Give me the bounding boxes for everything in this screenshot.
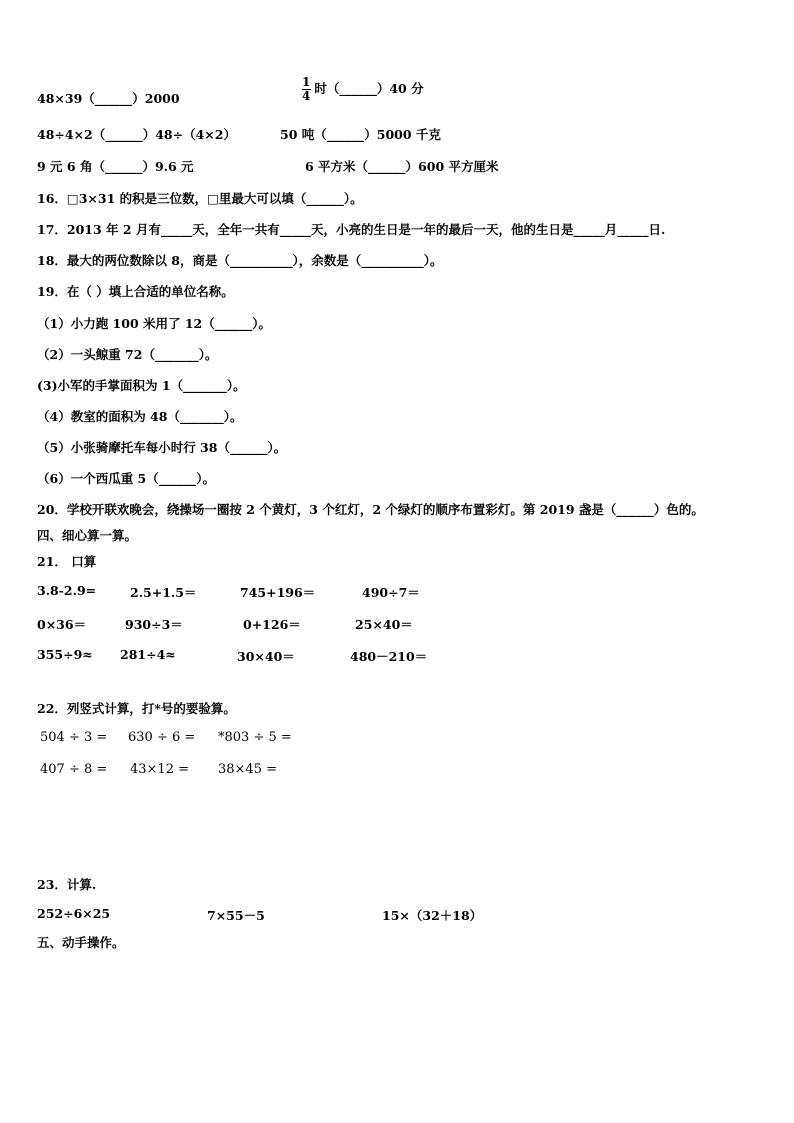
- question-17: 17．2013 年 2 月有_____天，全年一共有_____天，小亮的生日是一年的最后一天，他的生日是_____月_____日.: [37, 222, 666, 237]
- compare-r3-left: 9 元 6 角（______）9.6 元: [37, 159, 194, 174]
- vertical-calc: 504 ÷ 3 =: [40, 730, 108, 745]
- vertical-calc: *803 ÷ 5 =: [218, 730, 292, 745]
- compare-r1-left: 48×39（______）2000: [37, 91, 180, 106]
- fraction: [300, 76, 312, 103]
- oral-calc: 0×36＝: [37, 617, 87, 632]
- oral-calc: 281÷4≈: [120, 647, 176, 662]
- section-5-heading: 五、动手操作。: [37, 935, 125, 950]
- question-22-title: 22．列竖式计算，打*号的要验算。: [37, 701, 236, 716]
- section-4-heading: 四、细心算一算。: [37, 528, 138, 543]
- oral-calc: 2.5+1.5＝: [130, 585, 197, 600]
- compare-r2-left: 48÷4×2（______）48÷（4×2）: [37, 127, 236, 142]
- calc-item: 15×（32＋18）: [382, 908, 483, 923]
- compare-r1-right-text: 时（______）40 分: [314, 81, 424, 96]
- question-19-title: 19．在（ ）填上合适的单位名称。: [37, 284, 234, 299]
- calc-item: 7×55－5: [207, 908, 265, 923]
- oral-calc: 0+126＝: [243, 617, 301, 632]
- question-20: 20．学校开联欢晚会，绕操场一圈按 2 个黄灯，3 个红灯，2 个绿灯的顺序布置彩灯。第 2019 盏是（______）色的。: [37, 502, 704, 517]
- oral-calc: 355÷9≈: [37, 647, 93, 662]
- fraction-denominator: 4: [302, 89, 311, 103]
- calc-item: 252÷6×25: [37, 906, 111, 921]
- vertical-calc: 630 ÷ 6 =: [128, 730, 196, 745]
- question-19-item-3: (3)小军的手掌面积为 1（_______）。: [37, 378, 246, 393]
- vertical-calc: 407 ÷ 8 =: [40, 762, 108, 777]
- question-19-item-6: （6）一个西瓜重 5（______）。: [37, 471, 215, 486]
- fraction-numerator: 1: [302, 75, 311, 89]
- question-19-item-5: （5）小张骑摩托车每小时行 38（______）。: [37, 440, 287, 455]
- oral-calc: 30×40＝: [237, 649, 295, 664]
- oral-calc: 25×40＝: [355, 617, 413, 632]
- question-23-title: 23．计算.: [37, 877, 97, 892]
- question-19-item-4: （4）教室的面积为 48（_______）。: [37, 409, 243, 424]
- vertical-calc: 38×45 =: [218, 762, 278, 777]
- question-18: 18．最大的两位数除以 8，商是（__________），余数是（__________）。: [37, 253, 443, 268]
- oral-calc: 3.8-2.9=: [37, 583, 97, 598]
- question-16: 16．□3×31 的积是三位数，□里最大可以填（______）。: [37, 191, 363, 206]
- question-19-item-1: （1）小力跑 100 米用了 12（______）。: [37, 316, 271, 331]
- compare-r1-right: [300, 76, 424, 103]
- question-21-title: 21． 口算: [37, 554, 97, 569]
- question-19-item-2: （2）一头鲸重 72（_______）。: [37, 347, 218, 362]
- oral-calc: 480－210＝: [350, 649, 428, 664]
- compare-r3-right: 6 平方米（______）600 平方厘米: [305, 159, 499, 174]
- oral-calc: 930÷3＝: [125, 617, 183, 632]
- compare-r2-right: 50 吨（______）5000 千克: [280, 127, 441, 142]
- oral-calc: 490÷7＝: [362, 585, 420, 600]
- vertical-calc: 43×12 =: [130, 762, 190, 777]
- oral-calc: 745+196＝: [240, 585, 316, 600]
